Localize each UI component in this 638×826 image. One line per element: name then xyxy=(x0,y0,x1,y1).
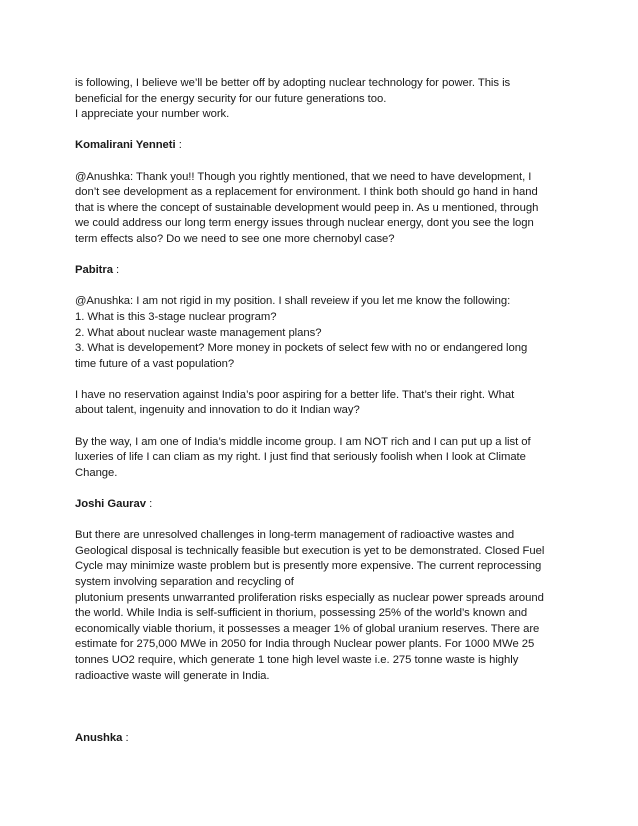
text-line: don’t see development as a replacement for environment. I think both should go hand in hand xyxy=(75,186,538,199)
text-line: tonnes UO2 require, which generate 1 tone high level waste i.e. 275 tonne waste is highly xyxy=(75,653,519,666)
text-line: that is where the concept of sustainable development would peep in. As u mentioned, through xyxy=(75,201,539,214)
text-line: system involving separation and recycling of xyxy=(75,576,294,588)
text-line: time future of a vast population? xyxy=(75,357,235,370)
paragraph xyxy=(75,528,565,684)
speaker-heading xyxy=(75,731,565,747)
speaker-separator: : xyxy=(112,264,120,277)
text-line: plutonium presents unwarranted proliferation risks especially as nuclear power spreads around xyxy=(75,591,544,604)
paragraph xyxy=(75,388,565,419)
text-line: term effects also? Do we need to see one more chernobyl case? xyxy=(75,232,395,245)
paragraph xyxy=(75,76,565,123)
speaker-separator: : xyxy=(175,139,182,152)
text-line: radioactive waste will generate in India. xyxy=(75,669,270,682)
text-line: By the way, I am one of India’s middle income group. I am NOT rich and I can put up a list of xyxy=(75,435,531,448)
text-line: I appreciate your number work. xyxy=(75,108,230,121)
text-line: @Anushka: I am not rigid in my position. I shall reveiew if you let me know the following: xyxy=(75,295,511,308)
speaker-separator: : xyxy=(145,498,153,511)
speaker-heading xyxy=(75,263,565,279)
text-line: is following, I believe we’ll be better off by adopting nuclear technology for power. This is xyxy=(75,77,511,89)
speaker-name: Komalirani Yenneti xyxy=(75,139,176,152)
paragraph xyxy=(75,170,565,248)
speaker-heading xyxy=(75,497,565,513)
text-line: But there are unresolved challenges in long-term management of radioactive wastes and xyxy=(75,529,515,542)
text-line: estimate for 275,000 MWe in 2050 for India through Nuclear power plants. For 1000 MWe 25 xyxy=(75,638,535,651)
text-line: 2. What about nuclear waste management plans? xyxy=(75,326,322,339)
speaker-separator: : xyxy=(122,731,129,744)
spacer xyxy=(75,700,565,731)
text-line: Geological disposal is technically feasible but execution is yet to be demonstrated. Closed Fuel xyxy=(75,544,545,557)
paragraph xyxy=(75,294,565,372)
speaker-heading xyxy=(75,138,565,154)
paragraph xyxy=(75,435,565,482)
speaker-name: Pabitra xyxy=(75,264,113,277)
speaker-name: Joshi Gaurav xyxy=(75,498,146,511)
document-page xyxy=(75,76,565,762)
text-line: about talent, ingenuity and innovation to do it Indian way? xyxy=(75,404,360,417)
text-line: the world. While India is self-sufficient in thorium, possessing 25% of the world’s known and xyxy=(75,607,528,620)
text-line: @Anushka: Thank you!! Though you rightly mentioned, that we need to have development, I xyxy=(75,170,532,183)
text-line: 1. What is this 3-stage nuclear program? xyxy=(75,310,277,323)
speaker-name: Anushka xyxy=(75,731,123,744)
text-line: Change. xyxy=(75,466,118,479)
text-line: Cycle may minimize waste problem but is presently more expensive. The current reprocessing xyxy=(75,560,542,573)
text-line: we could address our long term energy issues through nuclear energy, dont you see the logn xyxy=(75,217,534,230)
text-line: beneficial for the energy security for our future generations too. xyxy=(75,92,387,105)
text-line: luxeries of life I can cliam as my right. I just find that seriously foolish when I look at Climate xyxy=(75,451,526,464)
text-line: I have no reservation against India’s poor aspiring for a better life. That’s their right. What xyxy=(75,388,515,401)
text-line: 3. What is developement? More money in pockets of select few with no or endangered long xyxy=(75,342,528,355)
text-line: economically viable thorium, it possesses a meager 1% of global uranium reserves. There are xyxy=(75,622,540,635)
